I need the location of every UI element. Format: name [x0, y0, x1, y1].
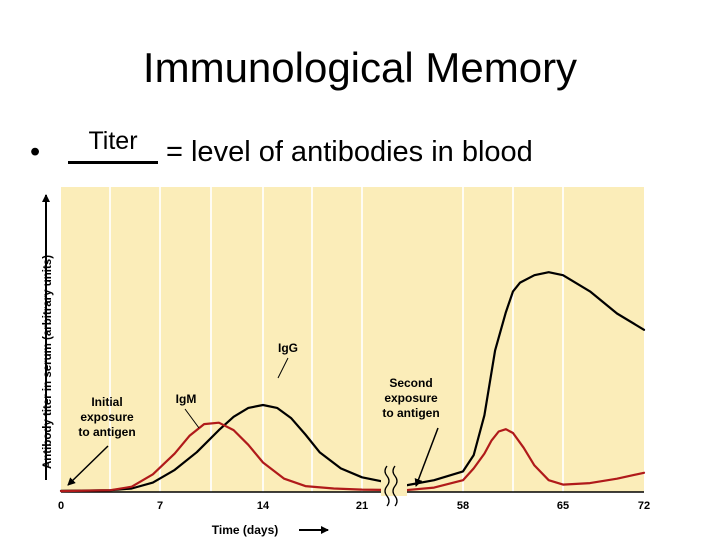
x-tick-label: 14	[256, 500, 270, 512]
bullet-text: = level of antibodies in blood	[166, 136, 533, 168]
annotation-second-exposure-line: Second	[389, 376, 433, 390]
x-tick-label: 0	[57, 500, 65, 512]
annotation-second-exposure-line: to antigen	[382, 406, 440, 420]
series-label-igg: IgG	[278, 341, 298, 355]
annotation-second-exposure-line: exposure	[384, 391, 438, 405]
x-tick-label: 58	[456, 500, 470, 512]
blank-answer: Titer	[88, 127, 138, 155]
series-label-igm: IgM	[175, 392, 197, 406]
x-tick-label: 72	[637, 500, 651, 512]
y-axis-label: Antibody titer in serum (arbitrary units)	[42, 254, 54, 470]
x-axis-label: Time (days)	[211, 523, 279, 537]
x-tick-label: 7	[156, 500, 164, 512]
x-tick-label: 65	[556, 500, 570, 512]
bullet-symbol: •	[30, 136, 41, 168]
annotation-initial-exposure-line: Initial	[91, 395, 123, 409]
annotation-initial-exposure-line: exposure	[80, 410, 134, 424]
x-tick-label: 21	[355, 500, 369, 512]
annotation-initial-exposure-line: to antigen	[78, 425, 136, 439]
plot-background	[61, 187, 644, 492]
slide-title: Immunological Memory	[142, 44, 578, 91]
